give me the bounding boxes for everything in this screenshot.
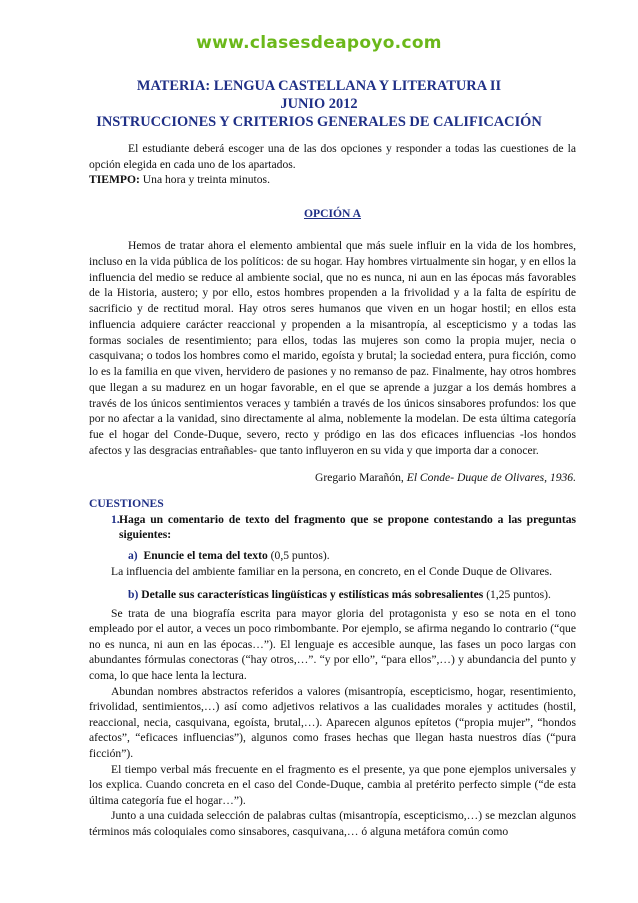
citation	[89, 470, 576, 486]
subquestion-b-line	[89, 587, 576, 603]
subquestion-b-text: Detalle sus características lingüísticas y estilísticas más sobresalientes	[141, 588, 484, 601]
time-value: Una hora y treinta minutos.	[139, 173, 270, 187]
passage-block	[89, 238, 576, 459]
subquestion-a-label: a)	[128, 549, 138, 562]
instructions-heading: INSTRUCCIONES Y CRITERIOS GENERALES DE CALIFICACIÓN	[96, 114, 542, 130]
subquestion-b	[89, 587, 576, 840]
citation-work: El Conde- Duque de Olivares, 1936.	[406, 471, 576, 484]
answer-paragraph: Junto a una cuidada selección de palabras cultas (misantropía, escepticismo,…) se mezclan algunos términos más coloquiales como sinsabores, casquivana,… ó alguna metáfora común como	[89, 809, 576, 838]
question-1-number: 1.	[111, 512, 120, 526]
question-1	[93, 512, 576, 543]
question-1-text: Haga un comentario de texto del fragmento que se propone contestando a las preguntas siguientes:	[119, 512, 576, 542]
subquestion-b-answer	[89, 606, 576, 840]
time-label: TIEMPO:	[89, 173, 140, 187]
subquestion-a	[89, 548, 576, 579]
intro-block	[89, 141, 576, 188]
citation-author: Gregario Marañón,	[314, 471, 407, 484]
answer-paragraph: Abundan nombres abstractos referidos a valores (misantropía, escepticismo, hogar, resentimiento, frivolidad, sentimientos,…) así como adjetivos relativos a las cualidades morales y actitudes (hostil, reaccional, necia, casquivana, egoísta, brutal,…). Aparecen algunos epítetos (“propia mujer”, “hondos afectos”, “eficaces influencias”), algunos como frases hechas que llegan hasta nuestros días (“pura ficción”).	[89, 684, 576, 760]
exam-date: JUNIO 2012	[280, 96, 358, 112]
subquestion-a-points: (0,5 puntos).	[267, 549, 330, 562]
passage-text: Hemos de tratar ahora el elemento ambiental que más suele influir en la vida de los hombres, incluso en la vida pública de los políticos: de su hogar. Hay hombres virtualmente sin hogar, y en ellos la influencia del medio se reduce al ambiente social, que no es nunca, ni aun en las épocas más favorables de la Historia, austero; y por ello, estos hombres propenden a la frivolidad y a la falta de espíritu de sacrificio y de rectitud moral. Hay otros seres humanos que viven en un hogar hostil; en ellos esta influencia adquiere carácter reaccional y propenden a la misantropía, al escepticismo y a todas las formas sociales de resentimiento; para ellos, todas las mujeres son como la propia mujer, necia o casquivana; o todos los hombres como el marido, egoísta y brutal; la sociedad entera, pura ficción, como lo es la familia en que viven, hervidero de pasiones y no remanso de paz. Finalmente, hay otros hombres que llegan a su madurez en un hogar favorable, en el que se aprende a juzgar a los demás hombres a través de los únicos sentimientos veraces y también a través de los únicos sinsabores profundos: los que por no afectar a la vanidad, sino directamente al alma, noblemente la modelan. De esta última categoría fue el hogar del Conde-Duque, severo, recto y pródigo en las dos eficaces influencias -los hondos afectos y las desgracias entrañables- que tanto influyeron en su vida y que importa dar a conocer.	[89, 239, 576, 457]
questions-section	[89, 496, 576, 543]
answer-paragraph: El tiempo verbal más frecuente en el fragmento es el presente, ya que pone ejemplos universales y los explica. Cuando concreta en el caso del Conde-Duque, cambia al pretérito perfecto simple (“de esta última categoría fue el hogar…”).	[89, 762, 576, 807]
time-line	[89, 172, 576, 188]
site-url-watermark[interactable]: www.clasesdeapoyo.com	[196, 33, 442, 53]
subject-heading: MATERIA: LENGUA CASTELLANA Y LITERATURA II	[136, 78, 502, 94]
subquestion-b-points: (1,25 puntos).	[483, 588, 551, 601]
subquestion-a-text: Enuncie el tema del texto	[143, 549, 268, 562]
option-title: OPCIÓN A	[303, 207, 361, 220]
subquestion-a-line	[89, 548, 576, 564]
subquestion-a-answer: La influencia del ambiente familiar en la persona, en concreto, en el Conde Duque de Olivares.	[111, 564, 553, 578]
questions-heading: CUESTIONES	[89, 497, 164, 510]
answer-paragraph: Se trata de una biografía escrita para mayor gloria del protagonista y eso se nota en el tono empleado por el autor, a veces un poco rimbombante. Por ejemplo, se afirma negando lo contrario (“que no es nunca, ni aun en las épocas…”). El lenguaje es accesible aunque, las fases un poco largas con abundantes fórmulas conectoras (“hay otros,…”. “y por ello”, “para ellos”,…) y abundancia del punto y coma, lo que hace lenta la lectura.	[89, 606, 576, 682]
intro-text: El estudiante deberá escoger una de las dos opciones y responder a todas las cuestiones de la opción elegida en cada uno de los apartados.	[89, 142, 576, 171]
subquestion-b-label: b)	[128, 588, 139, 601]
option-title-row	[89, 206, 576, 222]
